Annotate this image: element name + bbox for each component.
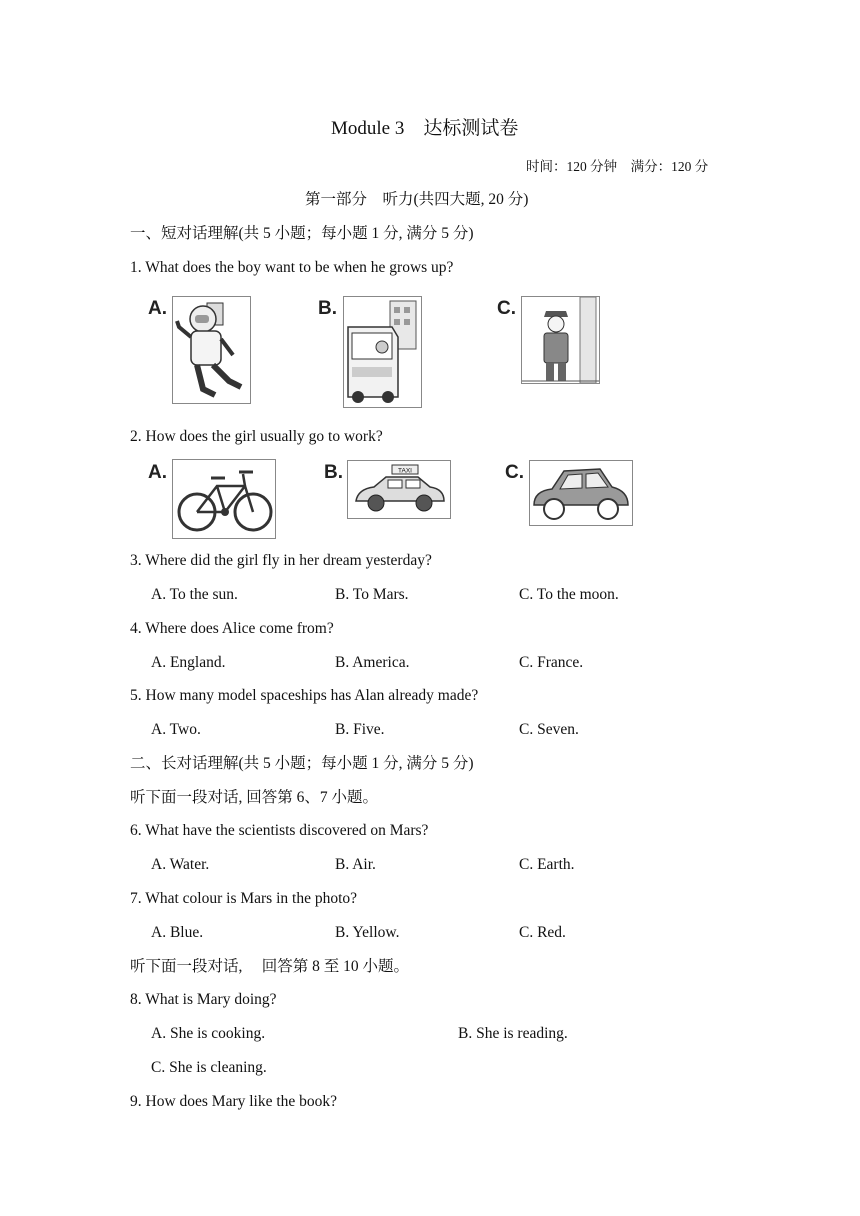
option-a[interactable]: A. England.	[151, 654, 226, 671]
option-letter: A.	[148, 462, 167, 483]
option-a[interactable]: A. To the sun.	[151, 586, 238, 603]
option-a[interactable]: A. Blue.	[151, 924, 204, 941]
option-c[interactable]: C. Red.	[519, 924, 566, 941]
question-7: 7. What colour is Mars in the photo?	[130, 890, 358, 907]
option-a[interactable]: A. She is cooking.	[151, 1025, 266, 1042]
question-5: 5. How many model spaceships has Alan already made?	[130, 687, 479, 704]
taxi-sign-text: TAXI	[398, 467, 412, 475]
option-c[interactable]: C. Earth.	[519, 856, 575, 873]
question-8: 8. What is Mary doing?	[130, 991, 277, 1008]
option-letter: C.	[505, 462, 524, 483]
option-letter: A.	[148, 298, 167, 319]
option-c[interactable]: C. Seven.	[519, 721, 579, 738]
option-letter: B.	[324, 462, 343, 483]
option-b[interactable]: B. Air.	[335, 856, 376, 873]
question-6: 6. What have the scientists discovered on Mars?	[130, 822, 429, 839]
option-c[interactable]: C. France.	[519, 654, 584, 671]
question-9: 9. How does Mary like the book?	[130, 1093, 338, 1110]
option-a[interactable]: A. Water.	[151, 856, 210, 873]
part-title: 第一部分 听力(共四大题, 20 分)	[305, 191, 529, 208]
question-3: 3. Where did the girl fly in her dream yesterday?	[130, 552, 432, 569]
option-b[interactable]: B. America.	[335, 654, 410, 671]
bus-driver-icon[interactable]	[343, 296, 422, 408]
question-4: 4. Where does Alice come from?	[130, 620, 334, 637]
instruction: 听下面一段对话, 回答第 8 至 10 小题。	[130, 958, 410, 975]
option-c[interactable]: C. To the moon.	[519, 586, 619, 603]
page-title: Module 3 达标测试卷	[331, 118, 519, 139]
option-b[interactable]: B. Five.	[335, 721, 385, 738]
question-2: 2. How does the girl usually go to work?	[130, 428, 383, 445]
option-b[interactable]: B. Yellow.	[335, 924, 400, 941]
option-c[interactable]: C. She is cleaning.	[151, 1059, 267, 1076]
instruction: 听下面一段对话, 回答第 6、7 小题。	[130, 789, 379, 806]
bicycle-icon[interactable]	[172, 459, 276, 539]
astronaut-icon[interactable]	[172, 296, 251, 404]
section-heading: 二、长对话理解(共 5 小题；每小题 1 分, 满分 5 分)	[130, 755, 474, 772]
option-a[interactable]: A. Two.	[151, 721, 201, 738]
option-b[interactable]: B. To Mars.	[335, 586, 409, 603]
car-icon[interactable]	[529, 460, 633, 526]
question-1: 1. What does the boy want to be when he grows up?	[130, 259, 454, 276]
exam-meta: 时间：120 分钟 满分：120 分	[526, 159, 709, 174]
section-heading: 一、短对话理解(共 5 小题；每小题 1 分, 满分 5 分)	[130, 225, 474, 242]
option-letter: C.	[497, 298, 516, 319]
option-b[interactable]: B. She is reading.	[458, 1025, 568, 1042]
taxi-icon[interactable]	[347, 460, 451, 519]
option-letter: B.	[318, 298, 337, 319]
police-officer-icon[interactable]	[521, 296, 600, 384]
